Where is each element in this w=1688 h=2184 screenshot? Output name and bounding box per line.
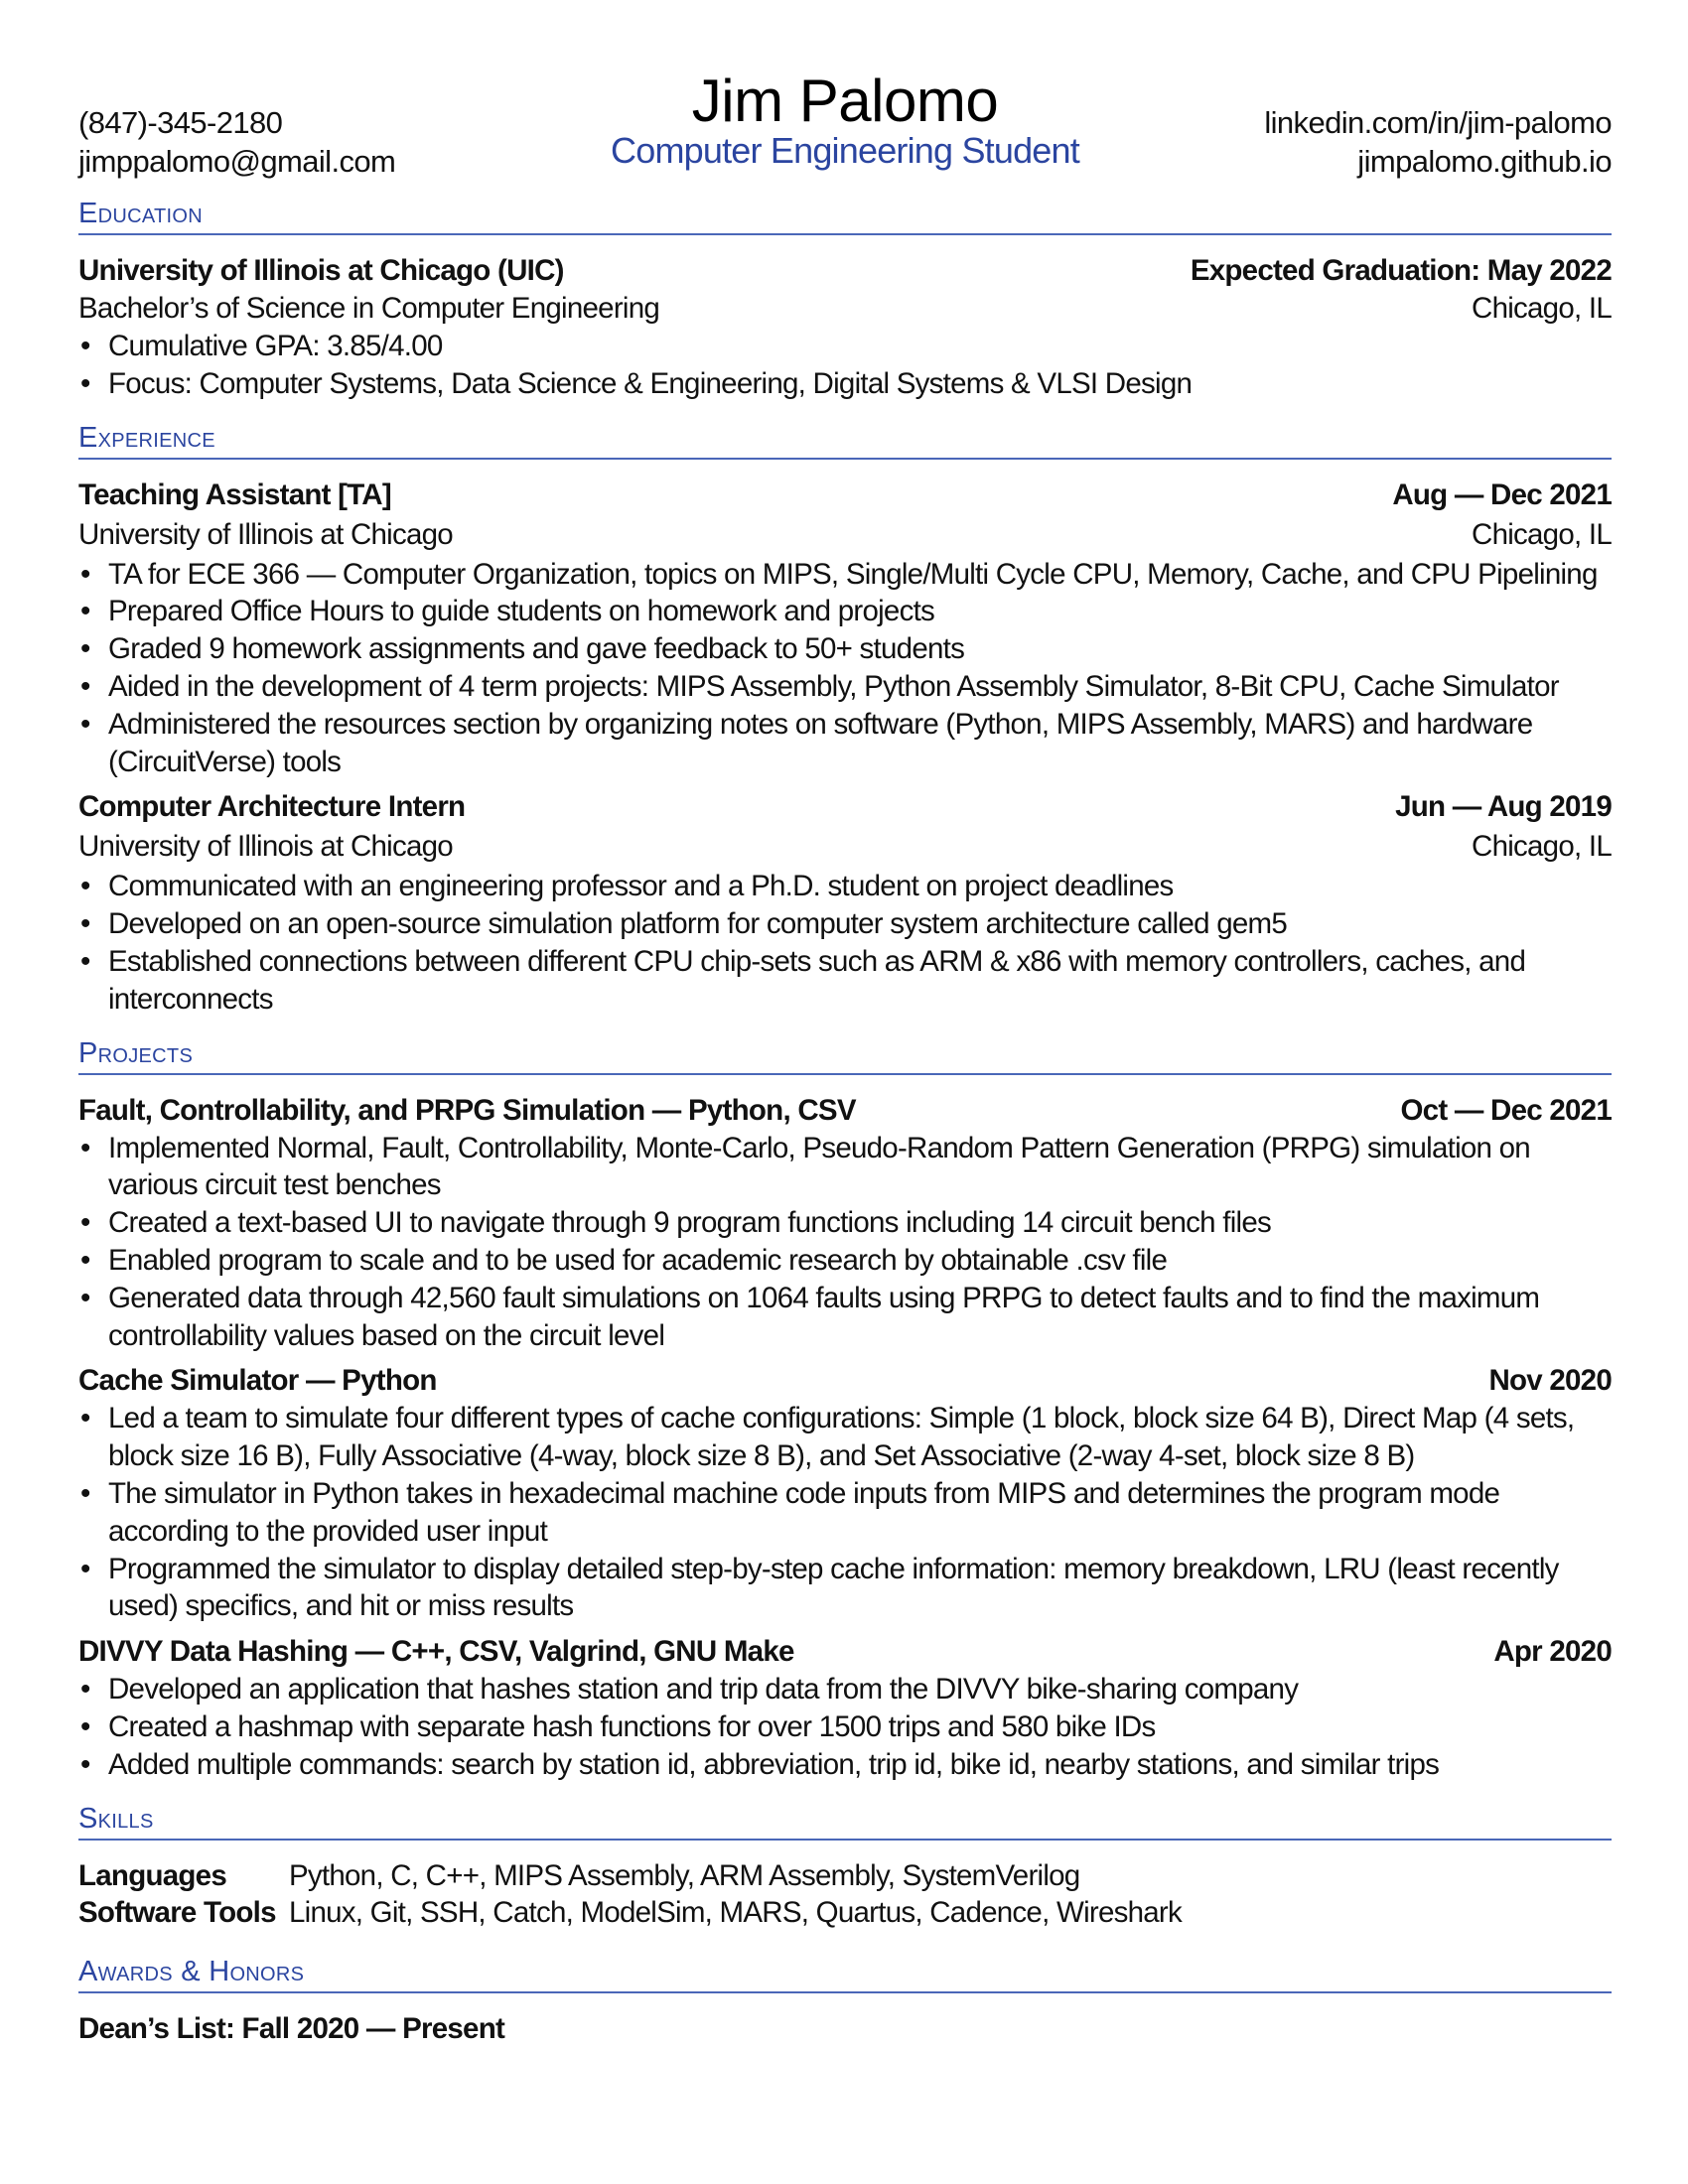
job-bullets xyxy=(78,556,1612,781)
section-divider xyxy=(78,233,1612,235)
list-item: • TA for ECE 366 — Computer Organization, topics on MIPS, Single/Multi Cycle CPU, Memory, Cache, and CPU Pipelining xyxy=(78,556,1612,594)
section-heading-skills: Skills xyxy=(78,1802,154,1835)
contact-left xyxy=(78,103,395,181)
section-heading-experience: Experience xyxy=(78,421,215,454)
bullet-icon: • xyxy=(80,1281,90,1314)
award-row xyxy=(78,2010,1612,2048)
project-title: Fault, Controllability, and PRPG Simulation — Python, CSV xyxy=(78,1093,856,1127)
name-block xyxy=(456,66,1234,171)
subtitle: Computer Engineering Student xyxy=(611,130,1079,171)
resume-header xyxy=(78,66,1612,187)
bullet-icon: • xyxy=(80,1747,90,1781)
education-bullets xyxy=(78,328,1612,403)
job-bullets xyxy=(78,868,1612,1018)
section-projects xyxy=(78,1026,1612,1784)
project-bullets xyxy=(78,1130,1612,1355)
project-header-row xyxy=(78,1092,1612,1130)
page-title: Jim Palomo xyxy=(691,68,999,134)
bullet-icon: • xyxy=(80,1673,90,1706)
job-header-row xyxy=(78,788,1612,826)
bullet-icon: • xyxy=(80,557,90,591)
job-org-row xyxy=(78,514,1612,556)
skills-row-languages xyxy=(78,1857,1612,1894)
bullet-icon: • xyxy=(80,1206,90,1240)
section-experience xyxy=(78,411,1612,1019)
bullet-icon: • xyxy=(80,669,90,703)
project-bullets xyxy=(78,1400,1612,1625)
email-link[interactable]: jimppalomo@gmail.com xyxy=(78,144,396,179)
project-header-row xyxy=(78,1633,1612,1671)
bullet-icon: • xyxy=(80,1476,90,1510)
job-header-row xyxy=(78,477,1612,514)
list-item: • Added multiple commands: search by station id, abbreviation, trip id, bike id, nearby stations, and similar trips xyxy=(78,1746,1612,1784)
project-bullets xyxy=(78,1671,1612,1783)
bullet-icon: • xyxy=(80,595,90,628)
linkedin-link[interactable]: linkedin.com/in/jim-palomo xyxy=(1264,105,1612,140)
list-item: • Communicated with an engineering professor and a Ph.D. student on project deadlines xyxy=(78,868,1612,905)
job-location: Chicago, IL xyxy=(1472,830,1612,864)
bullet-icon: • xyxy=(80,707,90,741)
bullet-icon: • xyxy=(80,870,90,903)
section-divider xyxy=(78,458,1612,460)
list-item: • Established connections between different CPU chip-sets such as ARM & x86 with memory controllers, caches, and interconnects xyxy=(80,944,1526,1016)
job-location: Chicago, IL xyxy=(1472,517,1612,551)
project-header-row xyxy=(78,1362,1612,1400)
project-date: Oct — Dec 2021 xyxy=(1400,1093,1612,1127)
list-item: • The simulator in Python takes in hexadecimal machine code inputs from MIPS and determines the program mode according to the provided user input xyxy=(80,1476,1500,1548)
job-org: University of Illinois at Chicago xyxy=(78,830,453,864)
contact-right xyxy=(1264,103,1612,181)
job-dates: Jun — Aug 2019 xyxy=(1395,790,1612,824)
degree: Bachelor’s of Science in Computer Engineering xyxy=(78,292,660,325)
job-role: Computer Architecture Intern xyxy=(78,790,466,824)
section-skills xyxy=(78,1792,1612,1931)
skills-value: Linux, Git, SSH, Catch, ModelSim, MARS, Quartus, Cadence, Wireshark xyxy=(289,1895,1182,1929)
bullet-icon: • xyxy=(80,907,90,941)
bullet-icon: • xyxy=(80,330,90,362)
award-item: Dean’s List: Fall 2020 — Present xyxy=(78,2011,505,2045)
job-org: University of Illinois at Chicago xyxy=(78,517,453,551)
resume-page xyxy=(78,0,1612,2088)
section-divider xyxy=(78,1073,1612,1075)
bullet-icon: • xyxy=(80,1709,90,1743)
bullet-icon: • xyxy=(80,366,90,400)
list-item: • Graded 9 homework assignments and gave feedback to 50+ students xyxy=(78,630,1612,668)
list-item: • Created a hashmap with separate hash functions for over 1500 trips and 580 bike IDs xyxy=(78,1708,1612,1746)
website-link[interactable]: jimpalomo.github.io xyxy=(1357,144,1612,179)
section-awards xyxy=(78,1945,1612,2048)
section-heading-projects: Projects xyxy=(78,1036,194,1069)
list-item: • Prepared Office Hours to guide students on homework and projects xyxy=(78,593,1612,630)
location: Chicago, IL xyxy=(1472,292,1612,325)
project-date: Apr 2020 xyxy=(1493,1635,1612,1669)
skills-value: Python, C, C++, MIPS Assembly, ARM Assembly, SystemVerilog xyxy=(289,1858,1080,1892)
section-divider xyxy=(78,1991,1612,1993)
list-item: • Focus: Computer Systems, Data Science & Engineering, Digital Systems & VLSI Design xyxy=(78,365,1612,403)
job-role: Teaching Assistant [TA] xyxy=(78,478,391,511)
section-heading-awards: Awards & Honors xyxy=(78,1955,305,1987)
list-item: • Implemented Normal, Fault, Controllability, Monte-Carlo, Pseudo-Random Pattern Generation (PRPG) simulation on various circuit test benches xyxy=(80,1131,1530,1202)
list-item: • Programmed the simulator to display detailed step-by-step cache information: memory breakdown, LRU (least recently used) specifics, and hit or miss results xyxy=(80,1552,1559,1623)
skills-table xyxy=(78,1857,1612,1931)
bullet-icon: • xyxy=(80,1131,90,1164)
bullet-icon: • xyxy=(80,1552,90,1585)
project-date: Nov 2020 xyxy=(1488,1364,1612,1398)
graduation-date: Expected Graduation: May 2022 xyxy=(1190,254,1612,287)
list-item: • Developed an application that hashes station and trip data from the DIVVY bike-sharing company xyxy=(78,1671,1612,1708)
list-item: • Aided in the development of 4 term projects: MIPS Assembly, Python Assembly Simulator, 8-Bit CPU, Cache Simulator xyxy=(78,668,1612,706)
section-education xyxy=(78,187,1612,403)
list-item: • Led a team to simulate four different types of cache configurations: Simple (1 block, block size 64 B), Direct Map (4 sets, block size 16 B), Fully Associative (4-way, block size 8 B), and Set Associative (2-way 4-set, block size 8 B) xyxy=(80,1402,1575,1473)
skills-row-software-tools xyxy=(78,1894,1612,1931)
education-degree-row xyxy=(78,290,1612,328)
bullet-icon: • xyxy=(80,1243,90,1277)
project-title: Cache Simulator — Python xyxy=(78,1364,437,1398)
list-item: • Enabled program to scale and to be used for academic research by obtainable .csv file xyxy=(78,1242,1612,1280)
job-org-row xyxy=(78,826,1612,868)
bullet-icon: • xyxy=(80,632,90,666)
school-name: University of Illinois at Chicago (UIC) xyxy=(78,254,564,287)
list-item: • Created a text-based UI to navigate through 9 program functions including 14 circuit bench files xyxy=(78,1204,1612,1242)
list-item: • Developed on an open-source simulation platform for computer system architecture called gem5 xyxy=(78,905,1612,943)
education-header-row xyxy=(78,252,1612,290)
phone: (847)-345-2180 xyxy=(78,105,283,140)
skills-label: Software Tools xyxy=(78,1895,276,1929)
job-dates: Aug — Dec 2021 xyxy=(1392,478,1612,511)
project-title: DIVVY Data Hashing — C++, CSV, Valgrind, GNU Make xyxy=(78,1635,794,1669)
list-item: • Cumulative GPA: 3.85/4.00 xyxy=(78,328,1612,365)
section-heading-education: Education xyxy=(78,198,204,229)
list-item: • Administered the resources section by organizing notes on software (Python, MIPS Assembly, MARS) and hardware (CircuitVerse) tools xyxy=(80,707,1533,778)
skills-label: Languages xyxy=(78,1858,226,1892)
section-divider xyxy=(78,1839,1612,1841)
list-item: • Generated data through 42,560 fault simulations on 1064 faults using PRPG to detect faults and to find the maximum controllability values based on the circuit level xyxy=(80,1281,1540,1352)
bullet-icon: • xyxy=(80,1402,90,1435)
bullet-icon: • xyxy=(80,944,90,978)
